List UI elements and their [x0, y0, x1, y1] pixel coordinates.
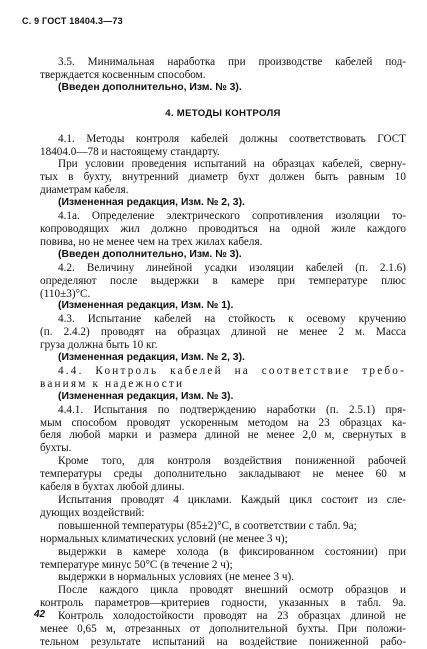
text-line: выдержки в нормальных условиях (не менее 3 ч).	[58, 571, 295, 584]
text-line: Кроме того, для контроля воздействия пониженной рабочей	[58, 455, 406, 468]
page-body	[40, 56, 406, 649]
text-line: бухты.	[40, 442, 72, 455]
text-line: выдержки в камере холода (в фиксированном состоянии) при	[58, 545, 406, 558]
text-line: дующих воздействий:	[40, 506, 145, 519]
amendment-note: (Введен дополнительно, Изм. № 3).	[58, 81, 242, 93]
text-line: повива, но не менее чем на трех жилах кабеля.	[40, 235, 263, 248]
text-line: 18404.0—78 и настоящему стандарту.	[40, 145, 220, 158]
text-line: Испытания проводят 4 циклами. Каждый цикл состоит из сле-	[58, 494, 406, 506]
text-line: После каждого цикла проводят внешний осмотр образцов и	[58, 584, 406, 597]
running-head: С. 9 ГОСТ 18404.3—73	[22, 16, 123, 26]
amendment-note: (Измененная редакция, Изм. № 2, 3).	[58, 197, 245, 209]
text-line: 4.4. Контроль кабелей на соответствие требо-	[58, 364, 406, 377]
text-line: тверждается косвенным способом.	[40, 68, 206, 81]
amendment-note: (Измененная редакция, Изм. № 1).	[58, 300, 234, 312]
text-line: беля любой марки и размера длиной не менее 2,0 м, свернутых в	[40, 429, 406, 442]
page-number: 42	[34, 609, 46, 620]
text-line: контроль параметров—критериев годности, указанных в табл. 9а.	[40, 597, 406, 610]
text-line: копроводящих жил должно проводиться на одной жиле каждого	[40, 222, 406, 235]
amendment-note: (Измененная редакция, Изм. № 2, 3).	[58, 352, 245, 364]
text-line: (п. 2.4.2) проводят на образцах длиной не менее 2 м. Масса	[40, 326, 406, 339]
text-line: ваниям к надежности	[40, 377, 185, 390]
text-line: тых в бухту, внутренний диаметр бухт должен быть равным 10	[40, 171, 406, 184]
text-line: груза должна быть 10 кг.	[40, 339, 158, 352]
text-line: кабеля в бухтах любой длины.	[40, 481, 185, 494]
text-line: 4.3. Испытание кабелей на стойкость к осевому кручению	[58, 313, 406, 326]
text-line: тельном результате испытаний на воздействие пониженной рабо-	[40, 635, 406, 648]
text-line: мым способом проводят ускоренным методом на 23 образцах ка-	[40, 416, 406, 429]
text-line: 3.5. Минимальная наработка при производстве кабелей под-	[58, 56, 406, 68]
text-line: 4.4.1. Испытания по подтверждению наработки (п. 2.5.1) пря-	[58, 403, 406, 416]
text-line: 4.1а. Определение электрического сопротивления изоляции то-	[58, 210, 406, 223]
text-line: 4.1. Методы контроля кабелей должны соответствовать ГОСТ	[58, 132, 406, 145]
amendment-note: (Измененная редакция, Изм. № 3).	[58, 390, 234, 402]
text-line: (110±3)°С.	[40, 287, 91, 300]
text-line: определяют после выдержки в камере при температуре плюс	[40, 274, 406, 287]
text-line: 4.2. Величину линейной усадки изоляции кабелей (п. 2.1.6)	[58, 261, 406, 274]
text-line: менее 0,65 м, отрезанных от дополнительной бухты. При положи-	[40, 623, 406, 636]
text-line: При условии проведения испытаний на образцах кабелей, сверну-	[58, 158, 406, 171]
amendment-note: (Введен дополнительно, Изм. № 3).	[58, 248, 242, 260]
text-line: температуре минус 50°С (в течение 2 ч);	[40, 558, 233, 571]
text-line: повышенной температуры (85±2)°С, в соответствии с табл. 9а;	[58, 519, 357, 532]
text-line: Контроль холодостойкости проводят на 23 образцах длиной не	[58, 610, 406, 623]
text-line: диаметрам кабеля.	[40, 184, 129, 197]
text-line: нормальных климатических условий (не менее 3 ч);	[40, 532, 288, 545]
text-line: температуры среды дополнительно закладывают не менее 60 м	[40, 468, 406, 481]
section-heading: 4. МЕТОДЫ КОНТРОЛЯ	[165, 107, 281, 119]
